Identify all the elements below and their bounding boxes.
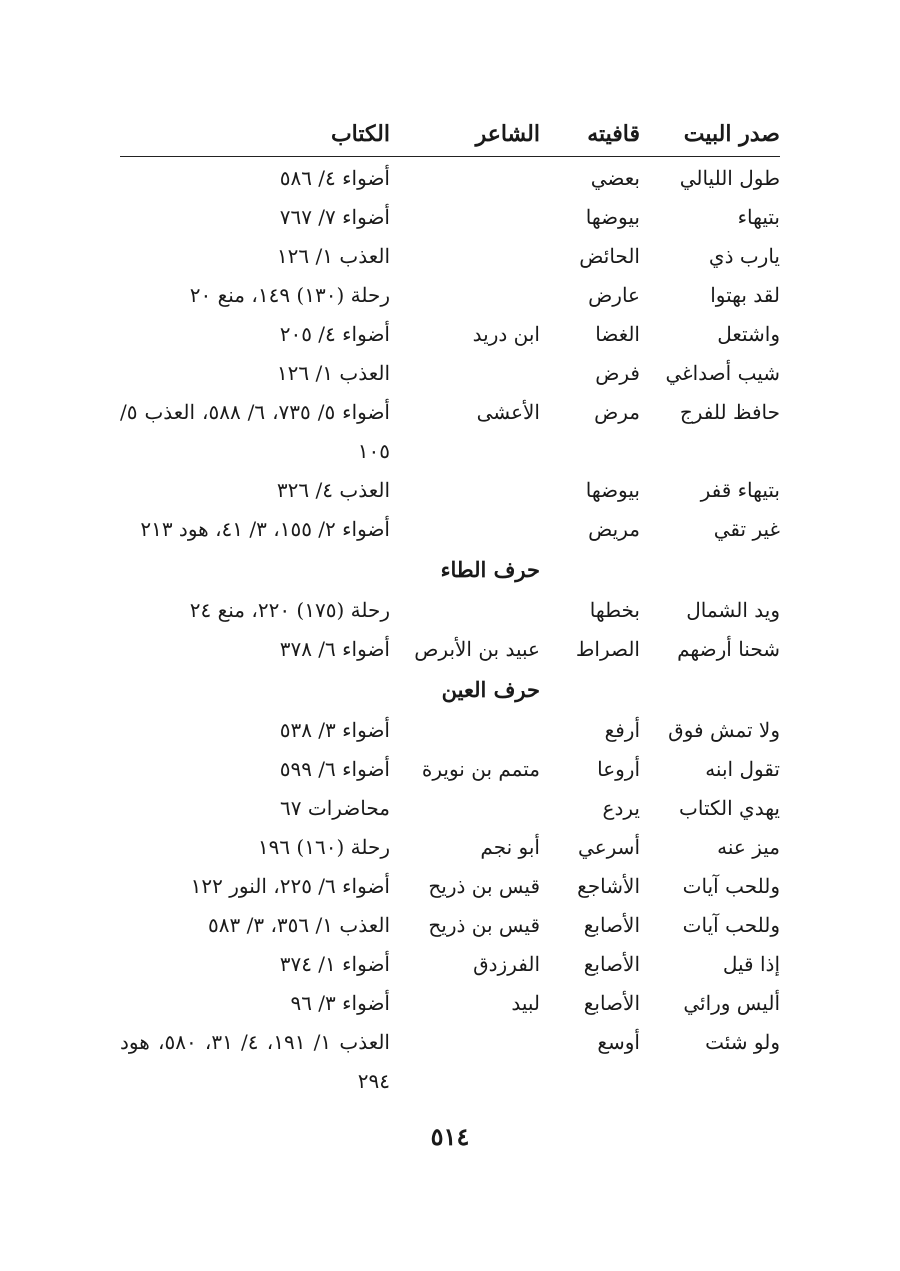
cell-sadr: تقول ابنه (705, 757, 780, 781)
table-row (120, 591, 780, 630)
section-heading-ta: حرف الطاء (440, 557, 540, 582)
page-number: ٥١٤ (430, 1122, 470, 1151)
cell-qafiya: أسرعي (578, 835, 640, 859)
table-row (120, 237, 780, 276)
cell-kitab: العذب ١/ ١٢٦ (276, 361, 390, 385)
cell-qafiya: يردع (602, 796, 640, 820)
cell-qafiya: مريض (588, 517, 640, 541)
cell-qafiya: أوسع (597, 1030, 640, 1054)
table-header (120, 112, 780, 157)
cell-kitab: العذب ١/ ١٩١، ٤/ ٣١، ٥٨٠، هود ٢٩٤ (120, 1030, 390, 1093)
cell-kitab: أضواء ٣/ ٥٣٨ (279, 718, 390, 742)
cell-kitab: أضواء ٦/ ٢٢٥، النور ١٢٢ (190, 874, 390, 898)
cell-kitab: رحلة (١٧٥) ٢٢٠، منع ٢٤ (189, 598, 390, 622)
table-row (120, 789, 780, 828)
cell-kitab: أضواء ٢/ ١٥٥، ٣/ ٤١، هود ٢١٣ (140, 517, 390, 541)
header-kitab: الكتاب (330, 121, 390, 147)
cell-shaer: متمم بن نويرة (421, 757, 540, 781)
cell-sadr: يهدي الكتاب (679, 796, 780, 820)
cell-shaer: قيس بن ذريح (428, 874, 540, 898)
header-shaer: الشاعر (475, 121, 540, 147)
cell-kitab: أضواء ٦/ ٣٧٨ (279, 637, 390, 661)
cell-qafiya: الغضا (595, 322, 640, 346)
cell-qafiya: الأشاجع (577, 874, 640, 898)
cell-kitab: العذب ١/ ١٢٦ (276, 244, 390, 268)
cell-kitab: أضواء ٦/ ٥٩٩ (279, 757, 390, 781)
cell-qafiya: بيوضها (585, 205, 640, 229)
cell-kitab: رحلة (١٦٠) ١٩٦ (257, 835, 390, 859)
cell-sadr: بتيهاء (737, 205, 780, 229)
cell-qafiya: أروعا (597, 757, 640, 781)
cell-sadr: ويد الشمال (686, 598, 780, 622)
cell-sadr: لقد بهتوا (710, 283, 780, 307)
table-row (120, 984, 780, 1023)
cell-sadr: يارب ذي (708, 244, 780, 268)
cell-shaer: قيس بن ذريح (428, 913, 540, 937)
cell-kitab: رحلة (١٣٠) ١٤٩، منع ٢٠ (189, 283, 390, 307)
table-row (120, 510, 780, 549)
cell-shaer: عبيد بن الأبرص (414, 637, 540, 661)
cell-kitab: أضواء ٤/ ٢٠٥ (279, 322, 390, 346)
cell-qafiya: الصراط (575, 637, 640, 661)
cell-sadr: ميز عنه (717, 835, 780, 859)
cell-sadr: ولو شئت (705, 1030, 780, 1054)
cell-kitab: محاضرات ٦٧ (280, 796, 390, 820)
cell-sadr: ولا تمش فوق (668, 718, 780, 742)
table-row (120, 750, 780, 789)
cell-qafiya: بخطها (589, 598, 640, 622)
cell-sadr: شحنا أرضهم (677, 637, 780, 661)
cell-qafiya: فرض (595, 361, 640, 385)
table-row (120, 945, 780, 984)
cell-sadr: واشتعل (717, 322, 780, 346)
cell-shaer: الفرزدق (473, 952, 540, 976)
table-row (120, 198, 780, 237)
cell-kitab: أضواء ٤/ ٥٨٦ (279, 166, 390, 190)
cell-qafiya: بيوضها (585, 478, 640, 502)
cell-kitab: أضواء ٧/ ٧٦٧ (279, 205, 390, 229)
table-row (120, 828, 780, 867)
table-row (120, 315, 780, 354)
cell-sadr: طول الليالي (679, 166, 780, 190)
table-row (120, 630, 780, 669)
cell-sadr: غير تقي (713, 517, 780, 541)
cell-qafiya: عارض (588, 283, 640, 307)
cell-kitab: أضواء ٣/ ٩٦ (290, 991, 390, 1015)
cell-sadr: إذا قيل (722, 952, 780, 976)
cell-sadr: وللحب آيات (682, 874, 780, 898)
cell-qafiya: الأصابع (583, 913, 640, 937)
index-table (120, 112, 780, 1101)
cell-sadr: بتيهاء قفر (700, 478, 780, 502)
cell-kitab: العذب ٤/ ٣٢٦ (276, 478, 390, 502)
header-qafiya: قافيته (587, 121, 640, 147)
cell-shaer: لبيد (511, 991, 540, 1015)
cell-kitab: أضواء ١/ ٣٧٤ (279, 952, 390, 976)
section-heading-ayn: حرف العين (441, 677, 540, 702)
table-row (120, 711, 780, 750)
cell-qafiya: الأصابع (583, 952, 640, 976)
table-row (120, 471, 780, 510)
table-row (120, 906, 780, 945)
header-sadr: صدر البيت (683, 121, 780, 147)
table-row (120, 1023, 780, 1101)
cell-qafiya: أرفع (604, 718, 640, 742)
cell-kitab: أضواء ٥/ ٧٣٥، ٦/ ٥٨٨، العذب ٥/ ١٠٥ (120, 400, 390, 463)
cell-shaer: ابن دريد (472, 322, 540, 346)
cell-qafiya: الأصابع (583, 991, 640, 1015)
table-row (120, 354, 780, 393)
cell-sadr: وللحب آيات (682, 913, 780, 937)
cell-sadr: شيب أصداغي (665, 361, 780, 385)
cell-qafiya: بعضي (590, 166, 640, 190)
cell-shaer: أبو نجم (480, 835, 540, 859)
cell-sadr: حافظ للفرج (679, 400, 780, 424)
table-row (120, 393, 780, 471)
cell-kitab: العذب ١/ ٣٥٦، ٣/ ٥٨٣ (208, 913, 390, 937)
table-row (120, 159, 780, 198)
cell-sadr: أليس ورائي (683, 991, 780, 1015)
table-row (120, 867, 780, 906)
cell-shaer: الأعشى (476, 400, 540, 424)
cell-qafiya: الحائض (579, 244, 640, 268)
table-row (120, 276, 780, 315)
cell-qafiya: مرض (594, 400, 640, 424)
